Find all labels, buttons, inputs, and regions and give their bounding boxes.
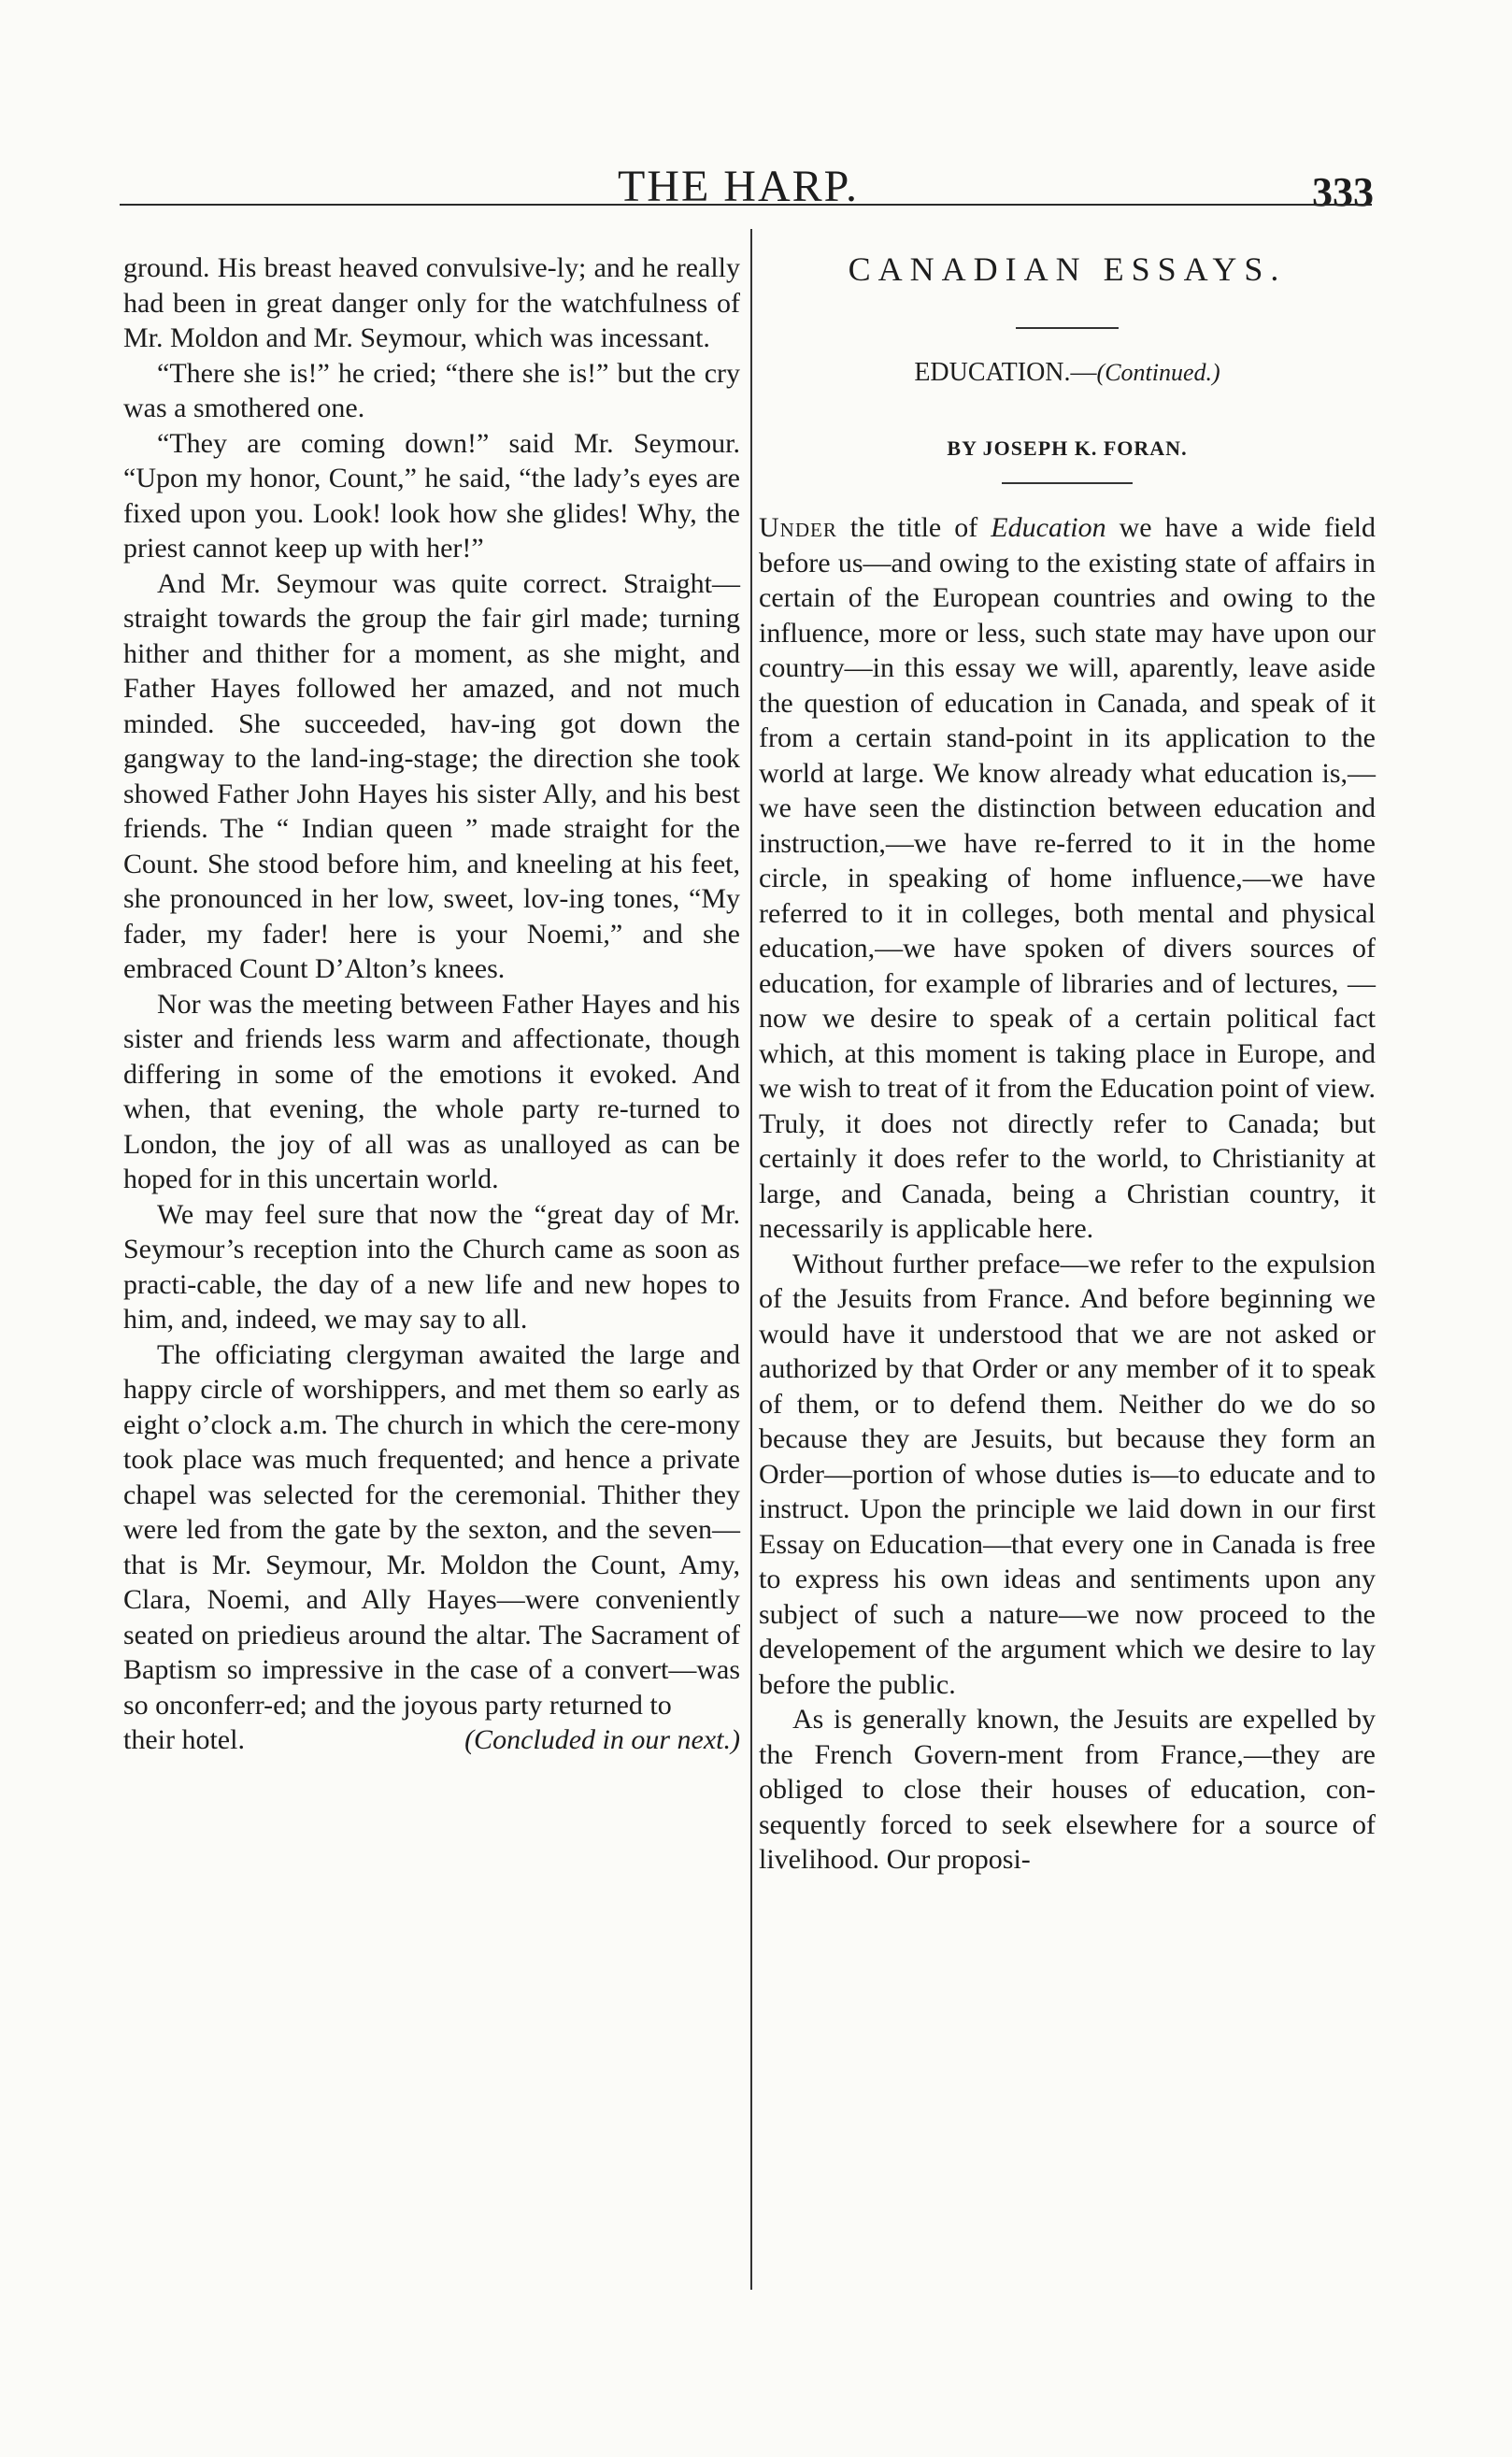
byline: BY JOSEPH K. FORAN. (947, 436, 1188, 460)
page-number: 333 (1312, 169, 1374, 215)
left-paragraph: “There she is!” he cried; “there she is!” but the cry was a smothered one. (123, 357, 740, 423)
right-paragraph-first (759, 510, 1376, 1247)
left-paragraph: We may feel sure that now the “great day of Mr. Seymour’s reception into the Church came as soon as practi-cable, the day of a new life and new hopes to him, and, indeed, we may say to all. (123, 1198, 740, 1335)
left-column (123, 250, 740, 1758)
lead-italic: Education (991, 512, 1106, 543)
closing-text: their hotel. (123, 1724, 245, 1755)
dropcap-word: Under (759, 512, 837, 543)
closing-line (123, 1722, 740, 1758)
subtitle-text: EDUCATION.— (914, 358, 1097, 387)
right-column (759, 250, 1376, 1878)
running-head (0, 159, 1512, 215)
subtitle-continued: (Continued.) (1096, 359, 1220, 386)
article-subtitle (759, 357, 1376, 389)
left-paragraph: “They are coming down!” said Mr. Seymour. “Upon my honor, Count,” he said, “the lady’s eyes are fixed upon you. Look! look how she glides! Why, the priest cannot keep up with her!” (123, 427, 740, 564)
byline-rule (1002, 482, 1133, 484)
section-title: CANADIAN ESSAYS. (848, 250, 1287, 288)
concluded-note: (Concluded in our next.) (464, 1724, 740, 1755)
right-paragraph: As is generally known, the Jesuits are expelled by the French Govern-ment from France,—they are obliged to close their houses of education, con-sequently forced to seek elsewhere for a source of livelihood. Our proposi- (759, 1704, 1376, 1875)
right-paragraph: Without further preface—we refer to the expulsion of the Jesuits from France. And before beginning we would have it understood that we are not asked or authorized by that Order or any member of it to speak of them, or to defend them. Neither do we do so because they are Jesuits, but because they form an Order—portion of whose duties is—to educate and to instruct. Upon the principle we laid down in our first Essay on Education—that every one in Canada is free to express his own ideas and sentiments upon any subject of such a nature—we now proceed to the developement of the argument which we desire to lay before the public. (759, 1248, 1376, 1700)
lead-text: the title of (836, 512, 991, 543)
title-rule (1016, 327, 1119, 329)
left-paragraph: The officiating clergyman awaited the large and happy circle of worshippers, and met them so early as eight o’clock a.m. The church in which the cere-mony took place was much frequented; and hence a private chapel was selected for the ceremonial. Thither they were led from the gate by the sexton, and the seven—that is Mr. Seymour, Mr. Moldon the Count, Amy, Clara, Noemi, and Ally Hayes—were conveniently seated on priedieus around the altar. The Sacrament of Baptism so impressive in the case of a convert—was so onconferr-ed; and the joyous party returned to (123, 1338, 740, 1721)
column-divider (750, 229, 752, 2290)
lead-rest: we have a wide field before us—and owing to the existing state of affairs in certain of the European countries and owing to the influence, more or less, such state may have upon our country—in this essay we will, aparently, leave aside the question of education in Canada, and speak of it from a certain stand-point in its application to the world at large. We know already what education is,—we have seen the distinction between education and instruction,—we have re-ferred to it in the home circle, in speaking of home influence,—we have referred to it in colleges, both mental and physical education,—we have spoken of divers sources of education, for example of libraries and of lectures, —now we desire to speak of a certain political fact which, at this moment is taking place in Europe, and we wish to treat of it from the Education point of view. Truly, it does not directly refer to Canada; but certainly it does refer to the world, to Christianity at large, and Canada, being a Christian country, it necessarily is applicable here. (759, 512, 1376, 1244)
header-rule (120, 204, 1372, 206)
left-paragraph: And Mr. Seymour was quite correct. Straight—straight towards the group the fair girl made; turning hither and thither for a moment, as she might, and Father Hayes followed her amazed, and not much minded. She succeeded, hav-ing got down the gangway to the land-ing-stage; the direction she took showed Father John Hayes his sister Ally, and his best friends. The “ Indian queen ” made straight for the Count. She stood before him, and kneeling at his feet, she pronounced in her low, sweet, lov-ing tones, “My fader, my fader! here is your Noemi,” and she embraced Count D’Alton’s knees. (123, 567, 740, 984)
left-paragraph: ground. His breast heaved convulsive-ly; and he really had been in great danger only for the watchfulness of Mr. Moldon and Mr. Seymour, which was incessant. (123, 252, 740, 353)
running-title: THE HARP. (617, 162, 860, 211)
left-paragraph: Nor was the meeting between Father Hayes and his sister and friends less warm and affectionate, though differing in some of the emotions it evoked. And when, that evening, the whole party re-turned to London, the joy of all was as unalloyed as can be hoped for in this uncertain world. (123, 988, 740, 1194)
